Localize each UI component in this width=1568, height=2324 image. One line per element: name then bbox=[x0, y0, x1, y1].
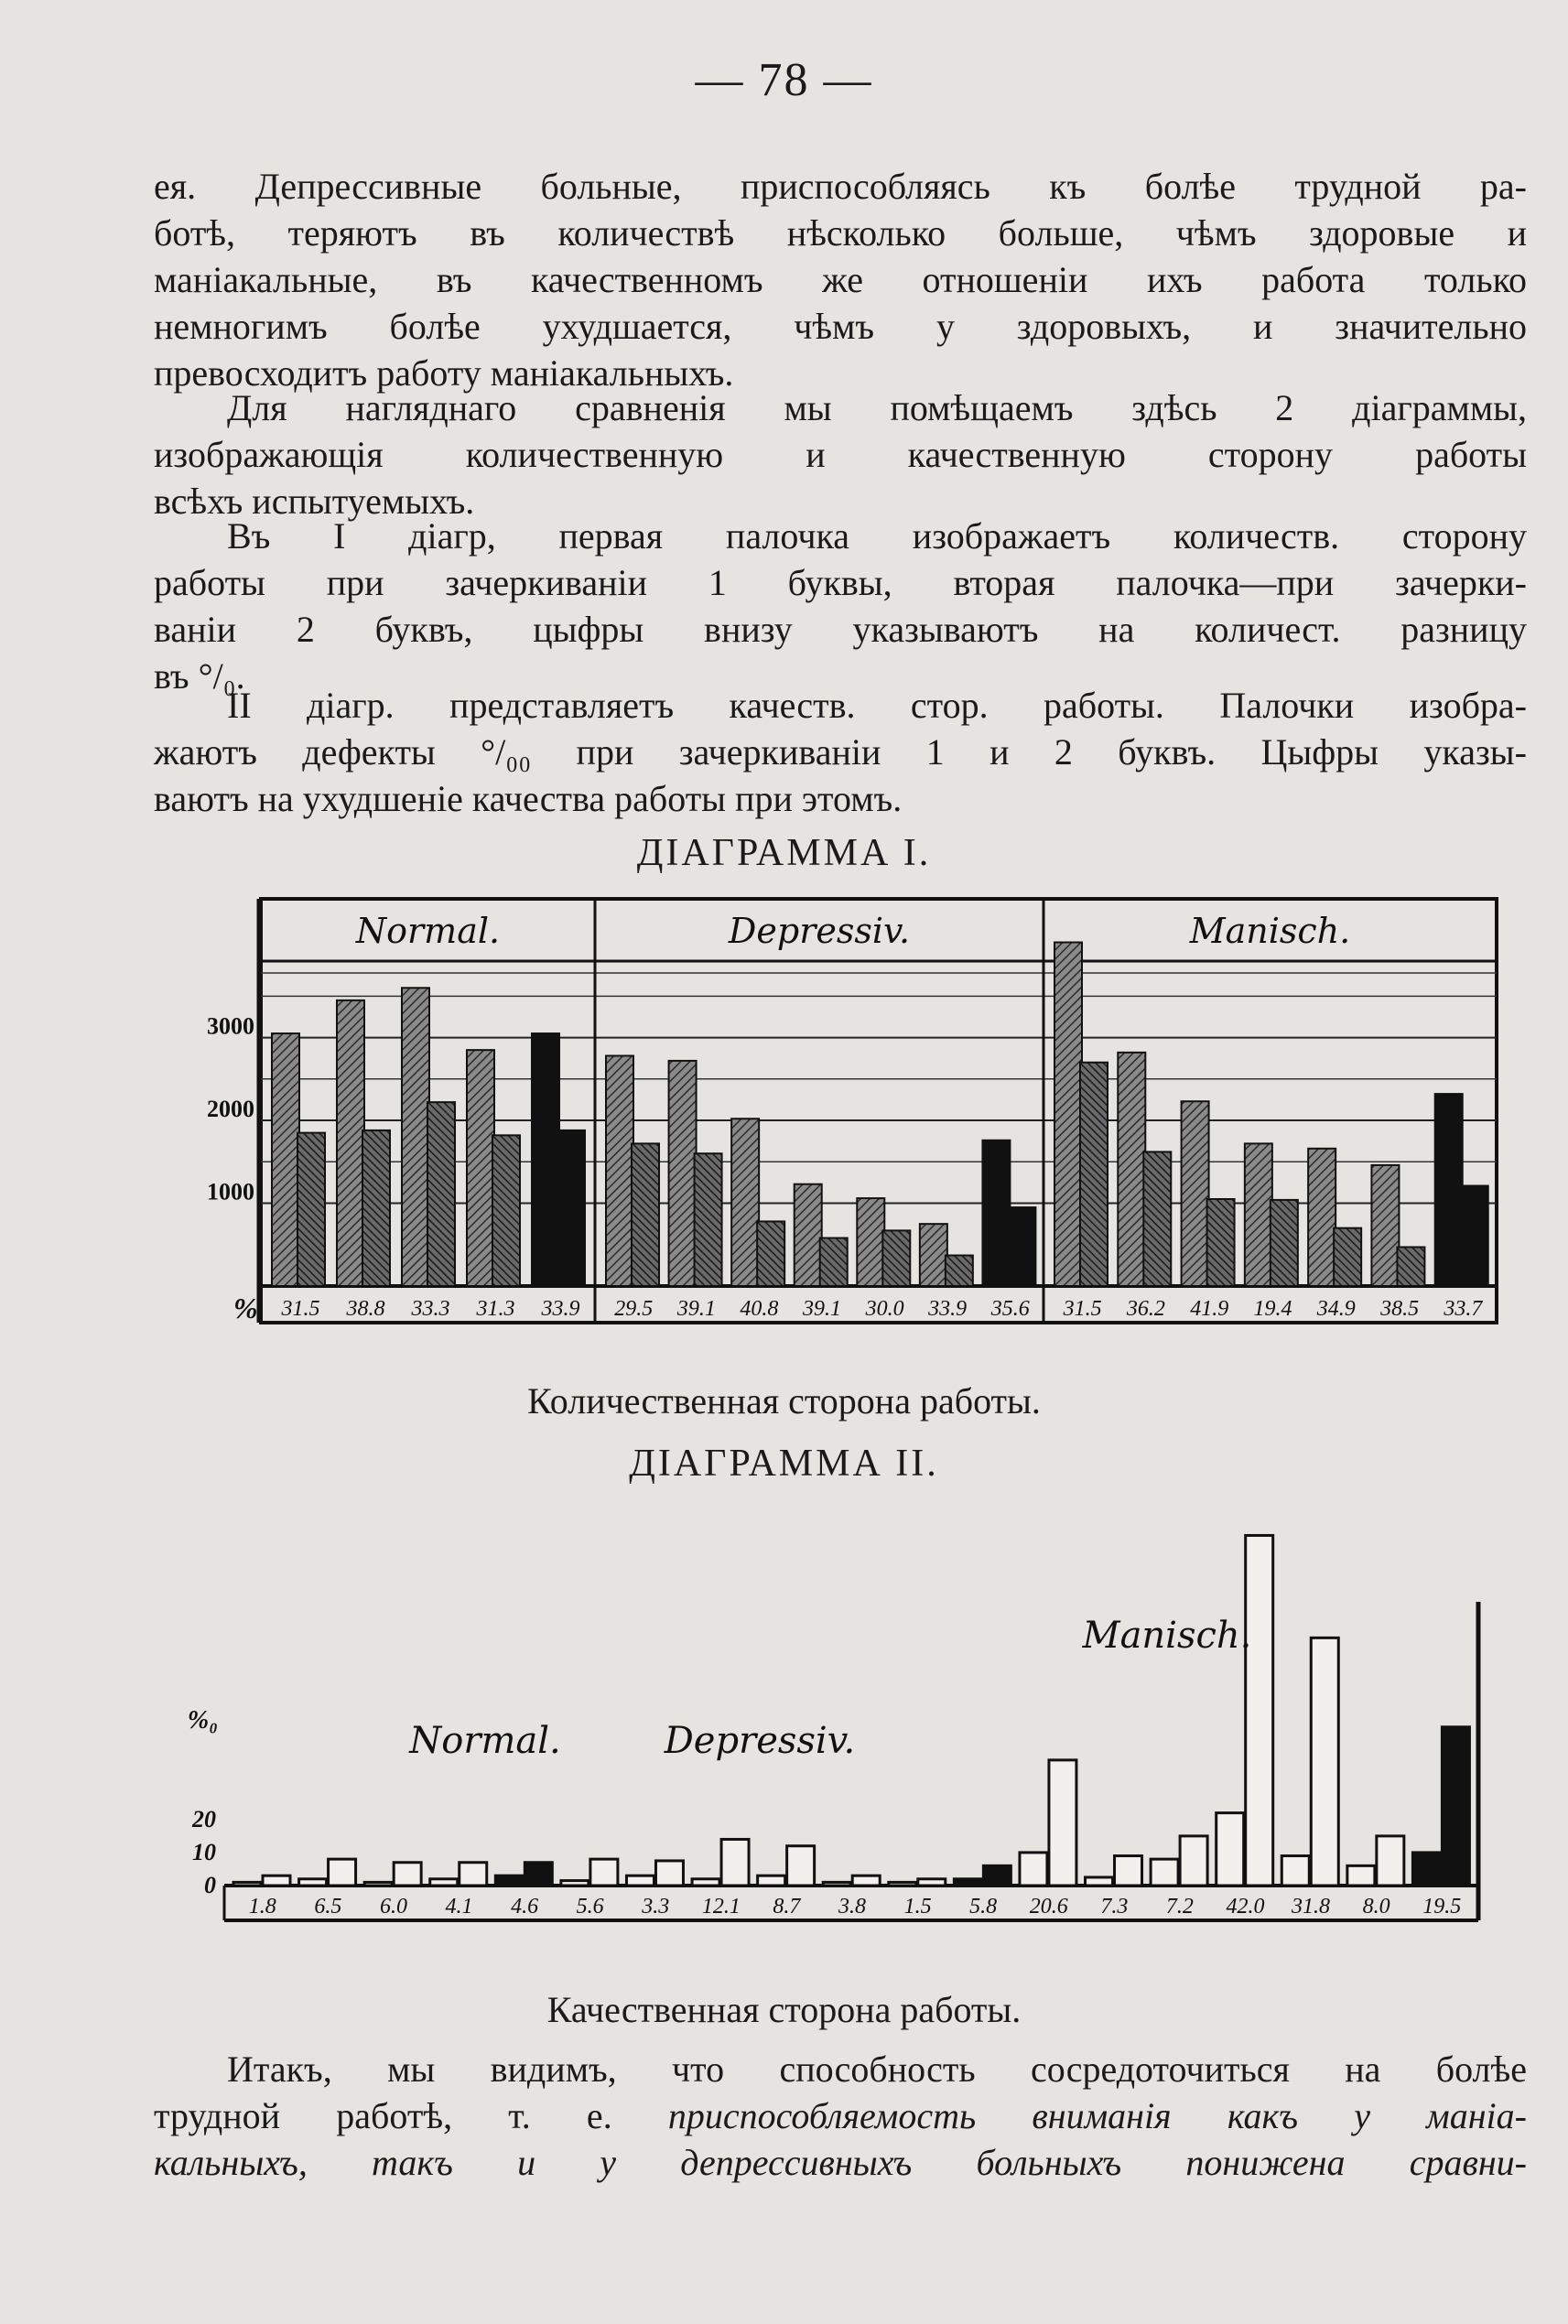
diagram2-bar-1-letter bbox=[889, 1882, 916, 1886]
diagram1-bar-label: 40.8 bbox=[740, 1297, 779, 1321]
text-line: ботѣ, теряютъ въ количествѣ нѣсколько больше, чѣмъ здоровые и bbox=[154, 212, 1527, 254]
diagram2-bar-2-letters bbox=[1311, 1638, 1338, 1886]
diagram1-bar-1-letter bbox=[1435, 1094, 1463, 1286]
diagram1-bar-1-letter bbox=[272, 1033, 299, 1286]
diagram1-bar-2-letters bbox=[1271, 1200, 1298, 1286]
diagram1-group-title: Manisch. bbox=[1189, 911, 1351, 951]
diagram2-bar-2-letters bbox=[1442, 1727, 1469, 1886]
diagram2-bar-2-letters bbox=[1049, 1760, 1076, 1886]
text-line: маніакальные, въ качественномъ же отношеніи ихъ работа только bbox=[154, 259, 1527, 300]
diagram1-ytick-label: 1000 bbox=[207, 1178, 254, 1205]
diagram1-bar-1-letter bbox=[467, 1050, 494, 1286]
diagram1-bar-2-letters bbox=[1008, 1207, 1035, 1286]
diagram2-chart bbox=[174, 1492, 1510, 1950]
diagram2-bar-2-letters bbox=[1246, 1535, 1273, 1886]
diagram2-ytick-label: 20 bbox=[192, 1805, 216, 1832]
diagram2-bar-label: 12.1 bbox=[701, 1895, 741, 1919]
text-line: превосходитъ работу маніакальныхъ. bbox=[154, 352, 734, 394]
diagram2-bar-label: 7.2 bbox=[1165, 1895, 1194, 1919]
text-line: жаютъ дефекты °/₀₀ при зачеркиваніи 1 и 2 буквъ. Цыфры указы- bbox=[154, 731, 1527, 773]
diagram1-bar-2-letters bbox=[882, 1230, 910, 1286]
diagram2-ytick-label: 0 bbox=[204, 1872, 216, 1898]
diagram1-bar-label: 39.1 bbox=[676, 1297, 716, 1321]
diagram2-bar-1-letter bbox=[233, 1882, 261, 1886]
diagram2-bar-label: 31.8 bbox=[1292, 1895, 1331, 1919]
diagram1-bar-1-letter bbox=[606, 1055, 633, 1286]
diagram2-bar-label: 3.8 bbox=[838, 1895, 866, 1919]
diagram1-bar-1-letter bbox=[1054, 943, 1082, 1286]
text-line: II діагр. представляетъ качеств. стор. работы. Палочки изобра- bbox=[227, 685, 1527, 726]
diagram2-unit-label: %₀ bbox=[187, 1706, 218, 1735]
text-line: ваніи 2 буквъ, цыфры внизу указываютъ на количест. разницу bbox=[154, 609, 1527, 650]
diagram1-bar-1-letter bbox=[532, 1033, 559, 1286]
diagram2-bar-1-letter bbox=[1217, 1813, 1244, 1886]
diagram1-bar-1-letter bbox=[337, 1000, 364, 1286]
diagram1-bar-2-letters bbox=[1334, 1228, 1361, 1286]
diagram1-bar-label: 36.2 bbox=[1126, 1297, 1165, 1321]
diagram2-bar-label: 8.7 bbox=[773, 1895, 801, 1919]
diagram2-bar-1-letter bbox=[561, 1881, 589, 1886]
diagram1-bar-1-letter bbox=[1371, 1165, 1399, 1286]
diagram2-bar-1-letter bbox=[299, 1879, 327, 1886]
diagram1-bar-1-letter bbox=[1245, 1143, 1272, 1286]
diagram2-bar-2-letters bbox=[983, 1865, 1011, 1886]
diagram2-group-title: Manisch. bbox=[1082, 1615, 1252, 1657]
diagram2-bar-2-letters bbox=[263, 1875, 290, 1886]
diagram1-bar-1-letter bbox=[982, 1140, 1010, 1286]
text-line: немногимъ болѣе ухудшается, чѣмъ у здоровыхъ, и значительно bbox=[154, 306, 1527, 347]
diagram2-bar-1-letter bbox=[692, 1879, 719, 1886]
diagram1-bar-label: 33.3 bbox=[411, 1297, 450, 1321]
diagram1-bar-1-letter bbox=[857, 1198, 884, 1286]
diagram1-bar-2-letters bbox=[297, 1133, 325, 1286]
paragraph-1 bbox=[154, 163, 1527, 396]
diagram2-title: ДІАГРАММА II. bbox=[629, 1443, 939, 1485]
text-italic: приспособляемость вниманія какъ у маніа- bbox=[667, 2095, 1527, 2136]
diagram2-bar-1-letter bbox=[1086, 1877, 1113, 1886]
diagram1-group-title: Depressiv. bbox=[728, 911, 911, 951]
text-plain: трудной работѣ, т. е. bbox=[154, 2095, 612, 2136]
diagram2-bar-2-letters bbox=[590, 1859, 618, 1886]
diagram2-ytick-label: 10 bbox=[192, 1838, 216, 1865]
paragraph-5 bbox=[154, 2046, 1527, 2186]
diagram1-ytick-label: 2000 bbox=[207, 1096, 254, 1123]
diagram2-bar-label: 5.8 bbox=[969, 1895, 998, 1919]
diagram1-bar-2-letters bbox=[695, 1153, 722, 1286]
diagram1-title: ДІАГРАММА I. bbox=[636, 832, 932, 874]
diagram1-bar-label: 38.5 bbox=[1380, 1297, 1420, 1321]
text-line: Итакъ, мы видимъ, что способность сосредоточиться на болѣе bbox=[227, 2048, 1527, 2090]
diagram2-bar-label: 8.0 bbox=[1362, 1895, 1390, 1919]
diagram2-bar-1-letter bbox=[954, 1879, 981, 1886]
diagram1-ytick-label: 3000 bbox=[207, 1012, 254, 1040]
diagram2-bar-1-letter bbox=[626, 1875, 654, 1886]
diagram1-bar-2-letters bbox=[1143, 1151, 1171, 1286]
text-line: Для нагляднаго сравненія мы помѣщаемъ здѣсь 2 діаграммы, bbox=[227, 387, 1527, 428]
diagram2-bar-label: 7.3 bbox=[1100, 1895, 1129, 1919]
diagram1-bar-label: 31.5 bbox=[281, 1297, 320, 1321]
diagram1-bar-label: 39.1 bbox=[803, 1297, 841, 1321]
diagram2-bar-label: 42.0 bbox=[1226, 1895, 1265, 1919]
diagram2-bar-label: 5.6 bbox=[576, 1895, 604, 1919]
diagram2-bar-label: 6.5 bbox=[314, 1895, 342, 1919]
diagram2-bar-2-letters bbox=[655, 1861, 683, 1886]
diagram1-bar-1-letter bbox=[669, 1061, 697, 1286]
diagram1-bar-label: 31.5 bbox=[1063, 1297, 1102, 1321]
diagram1-bar-label: 29.5 bbox=[614, 1297, 654, 1321]
diagram1-bar-2-letters bbox=[1397, 1247, 1424, 1286]
diagram1-bar-2-letters bbox=[557, 1130, 585, 1286]
diagram2-bar-2-letters bbox=[1377, 1836, 1404, 1886]
paragraph-4 bbox=[154, 682, 1527, 822]
text-line: всѣхъ испытуемыхъ. bbox=[154, 481, 475, 522]
diagram1-bar-label: 31.3 bbox=[476, 1297, 515, 1321]
diagram2-bar-2-letters bbox=[1180, 1836, 1207, 1886]
text-line: въ °/₀. bbox=[154, 655, 245, 697]
diagram1-bar-label: 33.9 bbox=[928, 1297, 968, 1321]
diagram1-bar-2-letters bbox=[757, 1221, 784, 1286]
diagram2-bar-1-letter bbox=[430, 1879, 458, 1886]
text-line: изображающія количественную и качественную сторону работы bbox=[154, 434, 1527, 475]
diagram2-bar-1-letter bbox=[1412, 1853, 1440, 1886]
diagram1-bar-label: 33.9 bbox=[541, 1297, 580, 1321]
diagram1-bar-1-letter bbox=[1308, 1149, 1336, 1286]
diagram1-bar-1-letter bbox=[731, 1119, 759, 1286]
diagram2-bar-2-letters bbox=[524, 1863, 552, 1886]
diagram2-bar-1-letter bbox=[758, 1875, 785, 1886]
text-line bbox=[154, 2092, 1527, 2139]
page-number: — 78 — bbox=[695, 54, 873, 106]
diagram1-bar-label: 19.4 bbox=[1253, 1297, 1292, 1321]
diagram2-bar-2-letters bbox=[329, 1859, 356, 1886]
diagram2-bar-1-letter bbox=[1347, 1865, 1375, 1886]
diagram2-bar-1-letter bbox=[1151, 1859, 1178, 1886]
diagram2-bar-1-letter bbox=[823, 1882, 850, 1886]
diagram2-bar-label: 4.6 bbox=[511, 1895, 539, 1919]
diagram1-bar-2-letters bbox=[427, 1102, 455, 1286]
text-line: ваютъ на ухудшеніе качества работы при этомъ. bbox=[154, 778, 903, 819]
diagram2-bar-1-letter bbox=[364, 1882, 392, 1886]
diagram1-bar-2-letters bbox=[1207, 1199, 1235, 1286]
diagram2-bar-2-letters bbox=[394, 1863, 421, 1886]
diagram2-bar-2-letters bbox=[852, 1875, 880, 1886]
diagram2-bar-2-letters bbox=[460, 1863, 487, 1886]
diagram1-chart bbox=[174, 888, 1510, 1350]
diagram2-bar-2-letters bbox=[721, 1839, 749, 1886]
diagram2-bar-label: 1.5 bbox=[903, 1895, 932, 1919]
diagram1-bar-1-letter bbox=[795, 1184, 822, 1286]
diagram1-bar-2-letters bbox=[820, 1238, 848, 1286]
diagram1-bar-2-letters bbox=[492, 1135, 520, 1286]
diagram2-caption: Качественная сторона работы. bbox=[546, 1989, 1022, 2030]
text-line: работы при зачеркиваніи 1 буквы, вторая палочка—при зачерки- bbox=[154, 562, 1527, 603]
diagram2-bar-label: 1.8 bbox=[248, 1895, 276, 1919]
diagram1-bar-2-letters bbox=[946, 1256, 973, 1286]
diagram1-bar-label: 33.7 bbox=[1444, 1297, 1483, 1321]
diagram2-bar-label: 3.3 bbox=[642, 1895, 670, 1919]
diagram1-bar-1-letter bbox=[402, 988, 429, 1286]
text-line: кальныхъ, такъ и у депрессивныхъ больныхъ понижена сравни- bbox=[154, 2142, 1527, 2183]
diagram2-bar-label: 20.6 bbox=[1029, 1895, 1068, 1919]
paragraph-3 bbox=[154, 513, 1527, 699]
diagram1-bar-label: 34.9 bbox=[1316, 1297, 1356, 1321]
diagram1-bar-2-letters bbox=[1461, 1186, 1488, 1286]
diagram2-group-title: Depressiv. bbox=[664, 1720, 856, 1762]
diagram1-percent-label: % bbox=[233, 1292, 258, 1324]
diagram1-bar-label: 30.0 bbox=[865, 1297, 904, 1321]
diagram2-bar-2-letters bbox=[1115, 1856, 1142, 1886]
diagram2-bar-label: 4.1 bbox=[445, 1895, 473, 1919]
diagram1-bar-1-letter bbox=[1118, 1053, 1145, 1286]
diagram2-bar-2-letters bbox=[787, 1846, 815, 1886]
diagram2-bar-2-letters bbox=[918, 1879, 946, 1886]
diagram1-bar-1-letter bbox=[1182, 1101, 1209, 1286]
diagram2-group-title: Normal. bbox=[409, 1720, 561, 1762]
diagram1-bar-2-letters bbox=[1080, 1063, 1108, 1286]
diagram1-bar-label: 41.9 bbox=[1190, 1297, 1229, 1321]
diagram2-bar-1-letter bbox=[1281, 1856, 1309, 1886]
diagram1-bar-2-letters bbox=[632, 1143, 659, 1286]
text-line: Въ I діагр, первая палочка изображаетъ количеств. сторону bbox=[227, 515, 1527, 557]
diagram1-bar-label: 38.8 bbox=[346, 1297, 385, 1321]
diagram2-bar-1-letter bbox=[495, 1875, 523, 1886]
diagram1-bar-1-letter bbox=[920, 1224, 947, 1286]
text-line: ея. Депрессивные больные, приспособляясь къ болѣе трудной ра- bbox=[154, 166, 1527, 207]
diagram2-bar-label: 19.5 bbox=[1422, 1895, 1462, 1919]
diagram1-group-title: Normal. bbox=[355, 911, 501, 951]
diagram1-bar-label: 35.6 bbox=[990, 1297, 1030, 1321]
diagram2-bar-label: 6.0 bbox=[379, 1895, 407, 1919]
diagram1-caption: Количественная сторона работы. bbox=[527, 1380, 1041, 1421]
diagram2-bar-1-letter bbox=[1020, 1853, 1047, 1886]
paragraph-2 bbox=[154, 384, 1527, 524]
diagram1-bar-2-letters bbox=[362, 1130, 390, 1286]
